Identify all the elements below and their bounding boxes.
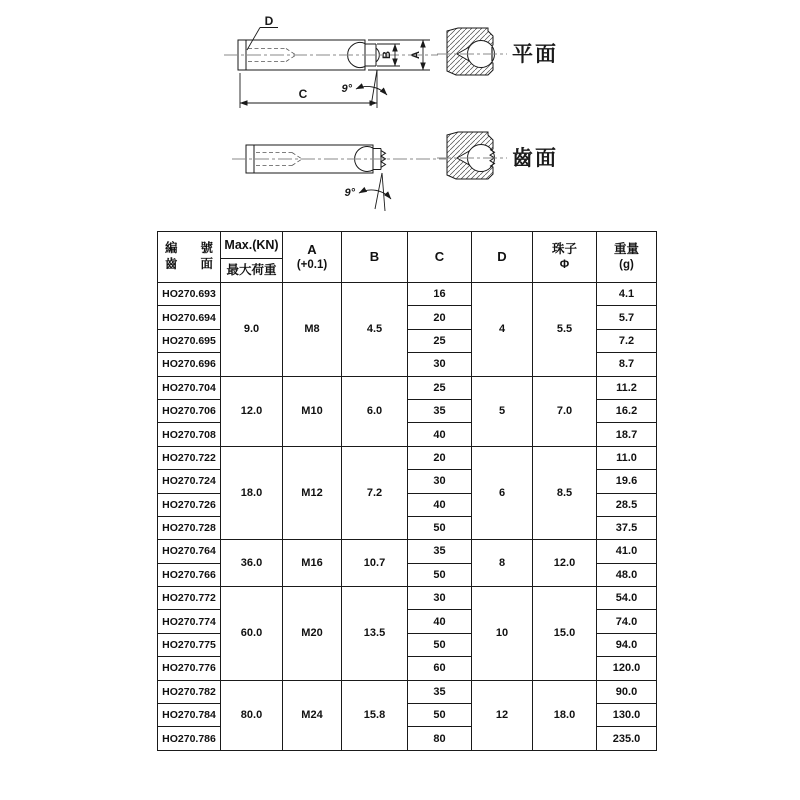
weight-cell: 11.2 (597, 376, 657, 399)
table-row (158, 283, 657, 306)
part-number-cell: HO270.784 (158, 704, 221, 727)
dim-b-cell: 7.2 (342, 446, 408, 540)
screw-side-view-tooth (232, 145, 446, 211)
max-load-cell: 36.0 (221, 540, 283, 587)
col-header-max-load: Max.(KN) 最大荷重 (221, 232, 283, 283)
col-header-d: D (472, 232, 533, 283)
max-load-cell: 18.0 (221, 446, 283, 540)
header-row (158, 232, 657, 283)
part-number-cell: HO270.693 (158, 283, 221, 306)
thread-size-a-cell: M16 (283, 540, 342, 587)
col-header-weight: 重量 (g) (597, 232, 657, 283)
ball-dia-cell: 5.5 (533, 283, 597, 377)
part-number-cell: HO270.695 (158, 329, 221, 352)
weight-cell: 28.5 (597, 493, 657, 516)
dim-d-cell: 10 (472, 587, 533, 681)
weight-cell: 90.0 (597, 680, 657, 703)
part-number-cell: HO270.782 (158, 680, 221, 703)
max-load-cell: 9.0 (221, 283, 283, 377)
ball-dia-cell: 8.5 (533, 446, 597, 540)
table-row (158, 587, 657, 610)
dim-c-cell: 80 (408, 727, 472, 750)
weight-cell: 16.2 (597, 399, 657, 422)
spec-table (157, 231, 657, 751)
weight-cell: 19.6 (597, 470, 657, 493)
weight-cell: 41.0 (597, 540, 657, 563)
weight-cell: 94.0 (597, 633, 657, 656)
part-number-cell: HO270.708 (158, 423, 221, 446)
dim-d-cell: 5 (472, 376, 533, 446)
thread-size-a-cell: M12 (283, 446, 342, 540)
weight-cell: 18.7 (597, 423, 657, 446)
dim-d-cell: 6 (472, 446, 533, 540)
ball-dia-cell: 15.0 (533, 587, 597, 681)
part-number-cell: HO270.774 (158, 610, 221, 633)
weight-cell: 120.0 (597, 657, 657, 680)
part-number-cell: HO270.694 (158, 306, 221, 329)
weight-cell: 11.0 (597, 446, 657, 469)
thread-size-a-cell: M8 (283, 283, 342, 377)
angle-label-tooth: 9° (344, 187, 355, 199)
section-label-tooth: 齒面 (512, 147, 558, 170)
technical-drawing (0, 0, 800, 228)
dim-c-cell: 20 (408, 446, 472, 469)
dim-c-cell: 30 (408, 470, 472, 493)
ball-dia-cell: 7.0 (533, 376, 597, 446)
thread-size-a-cell: M10 (283, 376, 342, 446)
max-load-cell: 12.0 (221, 376, 283, 446)
dim-label-b: B (381, 51, 393, 59)
part-number-cell: HO270.724 (158, 470, 221, 493)
section-view-flat (437, 28, 507, 75)
section-view-tooth (437, 132, 507, 179)
dim-c-cell: 25 (408, 376, 472, 399)
col-header-ball-dia: 珠子 Φ (533, 232, 597, 283)
weight-cell: 4.1 (597, 283, 657, 306)
weight-cell: 74.0 (597, 610, 657, 633)
col-header-a: A (+0.1) (283, 232, 342, 283)
weight-cell: 8.7 (597, 353, 657, 376)
dim-d-cell: 8 (472, 540, 533, 587)
dim-c-cell: 50 (408, 704, 472, 727)
spec-table-body (158, 283, 657, 751)
part-number-cell: HO270.726 (158, 493, 221, 516)
part-number-cell: HO270.772 (158, 587, 221, 610)
weight-cell: 5.7 (597, 306, 657, 329)
dim-label-a: A (410, 51, 422, 59)
ball-dia-cell: 12.0 (533, 540, 597, 587)
table-row (158, 446, 657, 469)
ball-dia-cell: 18.0 (533, 680, 597, 750)
part-number-cell: HO270.766 (158, 563, 221, 586)
part-number-cell: HO270.764 (158, 540, 221, 563)
weight-cell: 37.5 (597, 516, 657, 539)
dim-c-cell: 30 (408, 587, 472, 610)
screw-side-view-flat (224, 28, 438, 109)
weight-cell: 7.2 (597, 329, 657, 352)
dim-b-cell: 10.7 (342, 540, 408, 587)
max-load-cell: 60.0 (221, 587, 283, 681)
dim-c-cell: 50 (408, 563, 472, 586)
dim-c-cell: 60 (408, 657, 472, 680)
part-number-cell: HO270.696 (158, 353, 221, 376)
col-header-c: C (408, 232, 472, 283)
table-row (158, 680, 657, 703)
angle-arc (356, 87, 387, 95)
section-label-flat: 平面 (512, 43, 558, 66)
part-number-cell: HO270.706 (158, 399, 221, 422)
weight-cell: 48.0 (597, 563, 657, 586)
table-row (158, 376, 657, 399)
dim-c-cell: 25 (408, 329, 472, 352)
dim-c-cell: 35 (408, 680, 472, 703)
table-row (158, 540, 657, 563)
dim-c-cell: 35 (408, 399, 472, 422)
dim-c-cell: 16 (408, 283, 472, 306)
angle-label-flat: 9° (341, 83, 352, 95)
part-number-cell: HO270.775 (158, 633, 221, 656)
part-number-cell: HO270.776 (158, 657, 221, 680)
dim-b-cell: 6.0 (342, 376, 408, 446)
weight-cell: 235.0 (597, 727, 657, 750)
dim-d-cell: 12 (472, 680, 533, 750)
col-header-b: B (342, 232, 408, 283)
part-number-cell: HO270.722 (158, 446, 221, 469)
part-number-cell: HO270.786 (158, 727, 221, 750)
dim-b-cell: 13.5 (342, 587, 408, 681)
dim-c-cell: 30 (408, 353, 472, 376)
dim-c-cell: 35 (408, 540, 472, 563)
dim-c-cell: 40 (408, 610, 472, 633)
dim-b-cell: 15.8 (342, 680, 408, 750)
dim-c-cell: 50 (408, 633, 472, 656)
dim-d-cell: 4 (472, 283, 533, 377)
dim-c-cell: 40 (408, 493, 472, 516)
weight-cell: 54.0 (597, 587, 657, 610)
dim-c-cell: 50 (408, 516, 472, 539)
dim-b-cell: 4.5 (342, 283, 408, 377)
dim-label-d: D (264, 14, 274, 28)
part-number-cell: HO270.704 (158, 376, 221, 399)
weight-cell: 130.0 (597, 704, 657, 727)
angle-arc (359, 190, 391, 199)
max-load-cell: 80.0 (221, 680, 283, 750)
col-header-part-number: 編 號 齒 面 (158, 232, 221, 283)
part-number-cell: HO270.728 (158, 516, 221, 539)
dim-c-cell: 20 (408, 306, 472, 329)
thread-size-a-cell: M20 (283, 587, 342, 681)
thread-size-a-cell: M24 (283, 680, 342, 750)
dim-label-c: C (298, 87, 308, 101)
dim-c-cell: 40 (408, 423, 472, 446)
ball-tip-arc (376, 48, 379, 62)
